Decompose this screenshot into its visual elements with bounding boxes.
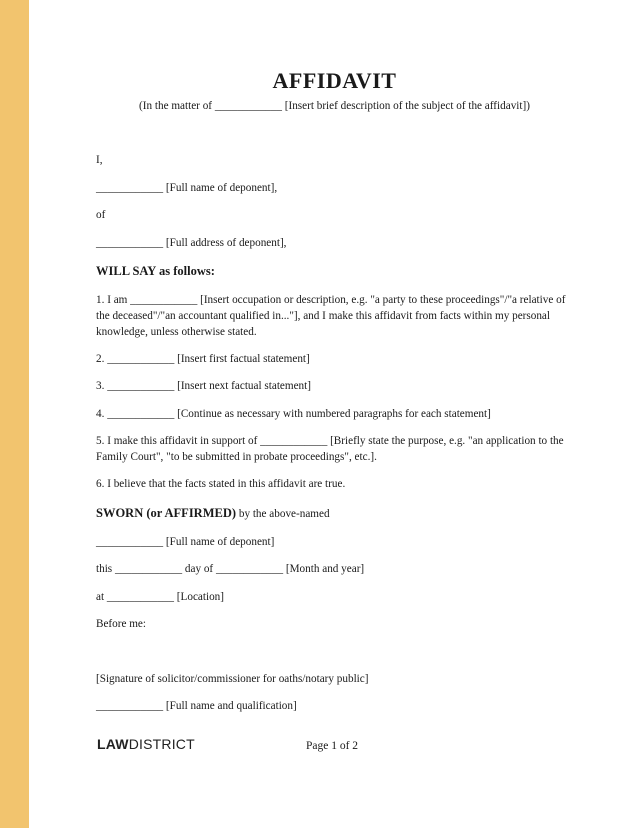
page-number: Page 1 of 2 <box>306 740 359 752</box>
document-title: AFFIDAVIT <box>272 68 397 93</box>
paragraph-5: 5. I make this affidavit in support of ____________ [Briefly state the purpose, e.g. "an application to the Family Court", "to be submitted in probate proceedings", etc.]. <box>96 435 564 463</box>
sworn-date: this ____________ day of ____________ [Month and year] <box>96 563 365 575</box>
sworn-deponent-name: ____________ [Full name of deponent] <box>96 536 275 548</box>
sworn-line <box>96 505 330 522</box>
sworn-location: at ____________ [Location] <box>96 591 225 603</box>
sworn-rest: by the above-named <box>236 508 330 520</box>
signature-line: [Signature of solicitor/commissioner for oaths/notary public] <box>96 673 369 685</box>
paragraph-4: 4. ____________ [Continue as necessary with numbered paragraphs for each statement] <box>96 408 491 420</box>
document-subtitle: (In the matter of ____________ [Insert brief description of the subject of the affidavit]) <box>139 100 530 112</box>
line-deponent-address: ____________ [Full address of deponent], <box>96 237 287 249</box>
line-i: I, <box>96 154 103 166</box>
logo-rest: DISTRICT <box>128 736 195 752</box>
lawdistrict-logo <box>97 736 195 752</box>
paragraph-6: 6. I believe that the facts stated in this affidavit are true. <box>96 478 346 490</box>
will-say-heading: WILL SAY as follows: <box>96 264 215 278</box>
paragraph-1: 1. I am ____________ [Insert occupation or description, e.g. "a party to these proceedings"/"a relative of the deceased"/"an accountant qualified in..."], and I make this affidavit from facts within my personal knowledge, unless otherwise stated. <box>96 294 566 338</box>
qualification-line: ____________ [Full name and qualification] <box>96 700 297 712</box>
logo-bold: LAW <box>97 736 129 752</box>
paragraph-2: 2. ____________ [Insert first factual statement] <box>96 353 310 365</box>
line-of: of <box>96 209 106 221</box>
sworn-heading: SWORN (or AFFIRMED) <box>96 506 237 520</box>
document-page <box>29 0 640 828</box>
side-stripe <box>0 0 29 828</box>
paragraph-3: 3. ____________ [Insert next factual statement] <box>96 380 311 392</box>
before-me: Before me: <box>96 618 147 630</box>
line-deponent-name: ____________ [Full name of deponent], <box>96 182 278 194</box>
